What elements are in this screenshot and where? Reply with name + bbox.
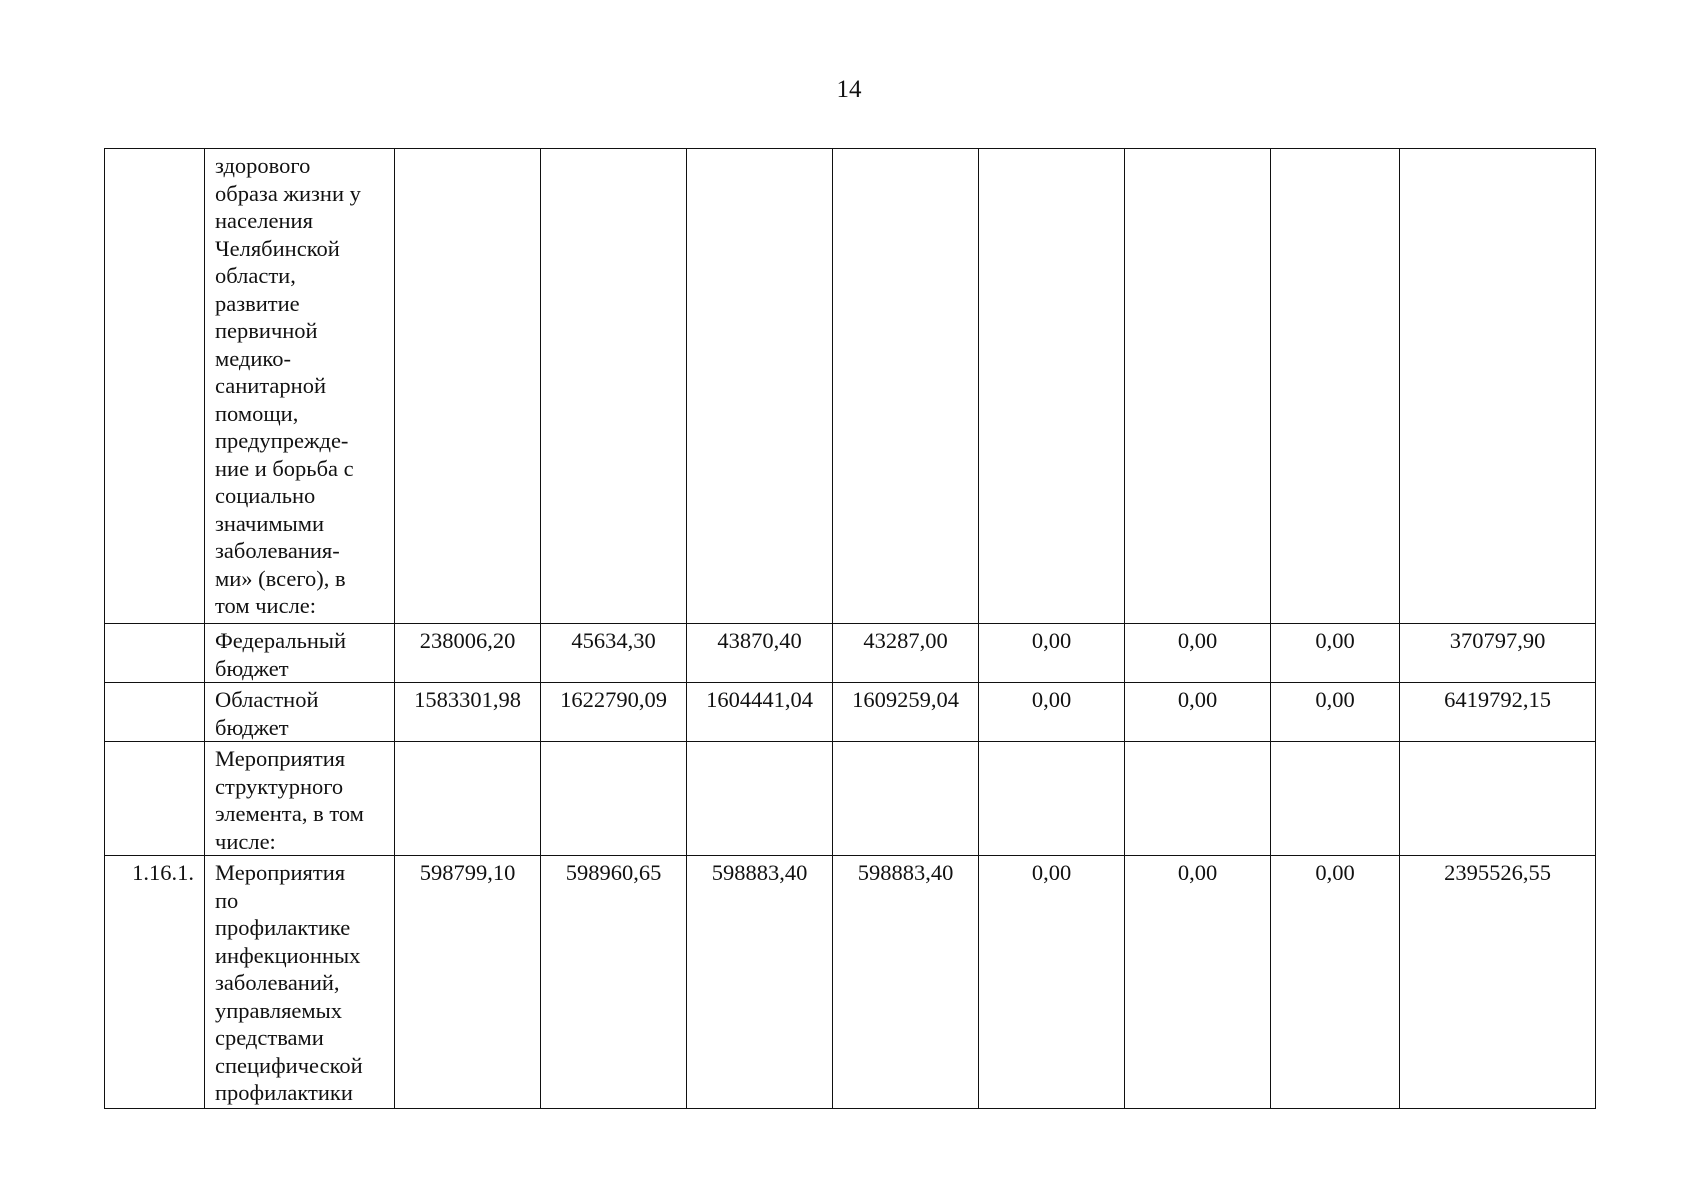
value-cell: 0,00: [979, 624, 1125, 683]
row-name: Мероприятия по профилактике инфекционных заболеваний, управляемых средствами специфической профилактики: [205, 856, 395, 1109]
budget-table: [104, 148, 1596, 1109]
value-cell: 0,00: [1271, 683, 1400, 742]
table-row: [105, 742, 1596, 856]
value-cell: [833, 742, 979, 856]
value-cell: [541, 149, 687, 624]
table-row: [105, 149, 1596, 624]
value-cell: 0,00: [1125, 683, 1271, 742]
value-cell: 2395526,55: [1400, 856, 1596, 1109]
value-cell: 1583301,98: [395, 683, 541, 742]
table-row: [105, 856, 1596, 1109]
value-cell: 1622790,09: [541, 683, 687, 742]
value-cell: 598799,10: [395, 856, 541, 1109]
value-cell: 0,00: [979, 856, 1125, 1109]
row-name: Областной бюджет: [205, 683, 395, 742]
value-cell: [833, 149, 979, 624]
row-number: [105, 683, 205, 742]
row-name: Федеральный бюджет: [205, 624, 395, 683]
value-cell: 0,00: [979, 683, 1125, 742]
table-row: [105, 683, 1596, 742]
value-cell: 238006,20: [395, 624, 541, 683]
value-cell: 43287,00: [833, 624, 979, 683]
value-cell: 598960,65: [541, 856, 687, 1109]
value-cell: [687, 742, 833, 856]
row-number: 1.16.1.: [105, 856, 205, 1109]
value-cell: 598883,40: [833, 856, 979, 1109]
value-cell: [395, 149, 541, 624]
value-cell: [1400, 149, 1596, 624]
value-cell: [541, 742, 687, 856]
value-cell: [1271, 149, 1400, 624]
value-cell: 370797,90: [1400, 624, 1596, 683]
row-number: [105, 624, 205, 683]
page-number: 14: [836, 76, 862, 103]
row-number: [105, 742, 205, 856]
value-cell: [687, 149, 833, 624]
value-cell: 1609259,04: [833, 683, 979, 742]
row-name: Мероприятия структурного элемента, в том числе:: [205, 742, 395, 856]
value-cell: 598883,40: [687, 856, 833, 1109]
value-cell: 6419792,15: [1400, 683, 1596, 742]
value-cell: [1400, 742, 1596, 856]
value-cell: [1271, 742, 1400, 856]
value-cell: 43870,40: [687, 624, 833, 683]
value-cell: 0,00: [1125, 856, 1271, 1109]
table-row: [105, 624, 1596, 683]
value-cell: 0,00: [1271, 856, 1400, 1109]
value-cell: 0,00: [1271, 624, 1400, 683]
value-cell: 0,00: [1125, 624, 1271, 683]
value-cell: [979, 149, 1125, 624]
row-number: [105, 149, 205, 624]
value-cell: [979, 742, 1125, 856]
value-cell: [395, 742, 541, 856]
value-cell: 1604441,04: [687, 683, 833, 742]
value-cell: 45634,30: [541, 624, 687, 683]
value-cell: [1125, 149, 1271, 624]
value-cell: [1125, 742, 1271, 856]
row-name: здорового образа жизни у населения Челябинской области, развитие первичной медико- санитарной помощи, предупрежде- ние и борьба с социально значимыми заболевания- ми» (всего), в том числе:: [205, 149, 395, 624]
